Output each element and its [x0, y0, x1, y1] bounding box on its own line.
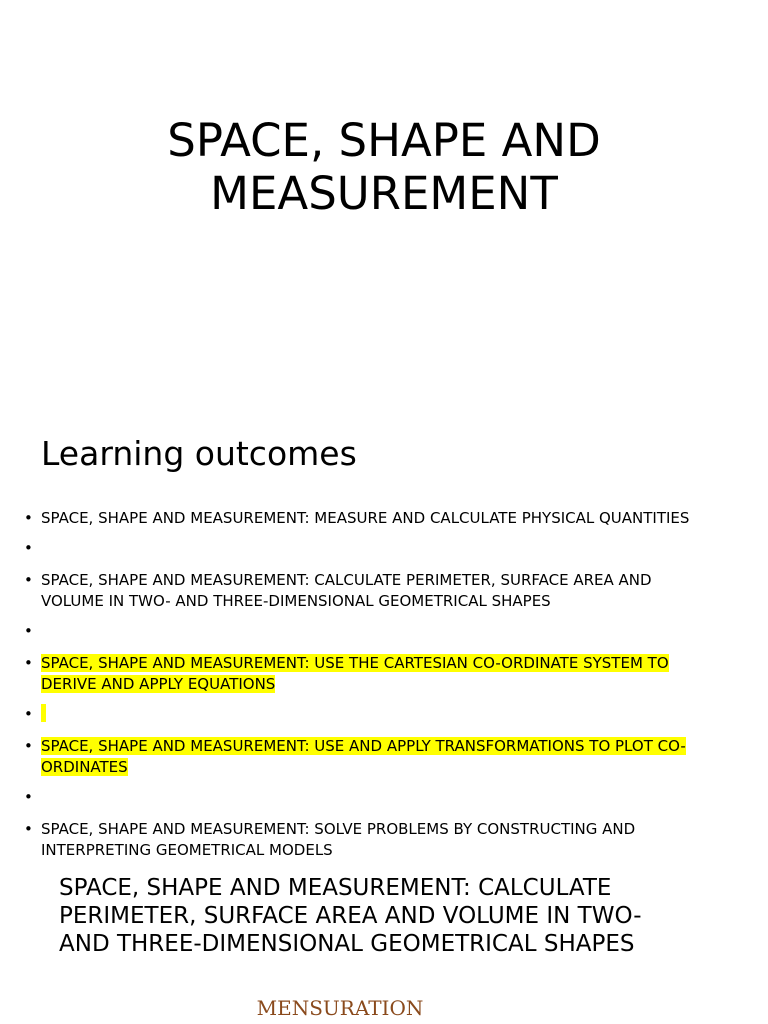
bullet: •: [24, 622, 33, 640]
outcome-line-highlighted: ORDINATES: [41, 757, 128, 776]
outcome-line: SPACE, SHAPE AND MEASUREMENT: CALCULATE PERIMETER, SURFACE AREA AND: [41, 571, 652, 589]
outcome-line: SPACE, SHAPE AND MEASUREMENT: MEASURE AND CALCULATE PHYSICAL QUANTITIES: [41, 509, 690, 527]
bullet: •: [24, 705, 33, 723]
bullet: •: [24, 571, 33, 589]
outcome-text: [41, 819, 761, 860]
outcome-line-highlighted: SPACE, SHAPE AND MEASUREMENT: USE THE CARTESIAN CO-ORDINATE SYSTEM TO: [41, 654, 669, 672]
outcome-text: [41, 570, 761, 611]
bullet: •: [24, 820, 33, 838]
bullet: •: [24, 788, 33, 806]
learning-outcomes-heading: Learning outcomes: [41, 434, 357, 473]
outcome-line: INTERPRETING GEOMETRICAL MODELS: [41, 840, 333, 859]
subheading-line-2: PERIMETER, SURFACE AREA AND VOLUME IN TWO-: [59, 903, 642, 929]
outcome-text: [41, 736, 761, 777]
outcome-line-highlighted: SPACE, SHAPE AND MEASUREMENT: USE AND APPLY TRANSFORMATIONS TO PLOT CO-: [41, 737, 686, 755]
mensuration-title: MENSURATION: [256, 996, 424, 1020]
slide-title-line-2: MEASUREMENT: [210, 167, 558, 220]
subheading-line-3: AND THREE-DIMENSIONAL GEOMETRICAL SHAPES: [59, 931, 635, 957]
bullet: •: [24, 539, 33, 557]
subheading: [59, 874, 749, 958]
outcome-line: SPACE, SHAPE AND MEASUREMENT: SOLVE PROBLEMS BY CONSTRUCTING AND: [41, 820, 636, 838]
subheading-line-1: SPACE, SHAPE AND MEASUREMENT: CALCULATE: [59, 875, 612, 901]
slide-title-line-1: SPACE, SHAPE AND: [167, 114, 601, 167]
bullet: •: [24, 737, 33, 755]
slide-title: [0, 114, 768, 220]
outcome-text: [41, 704, 761, 725]
bullet: •: [24, 509, 33, 527]
outcome-text: [41, 653, 761, 694]
bullet: •: [24, 654, 33, 672]
outcome-line-highlighted: DERIVE AND APPLY EQUATIONS: [41, 674, 276, 693]
highlight-mark: [41, 704, 46, 722]
outcome-line: VOLUME IN TWO- AND THREE-DIMENSIONAL GEOMETRICAL SHAPES: [41, 591, 551, 610]
outcome-text: [41, 508, 761, 529]
